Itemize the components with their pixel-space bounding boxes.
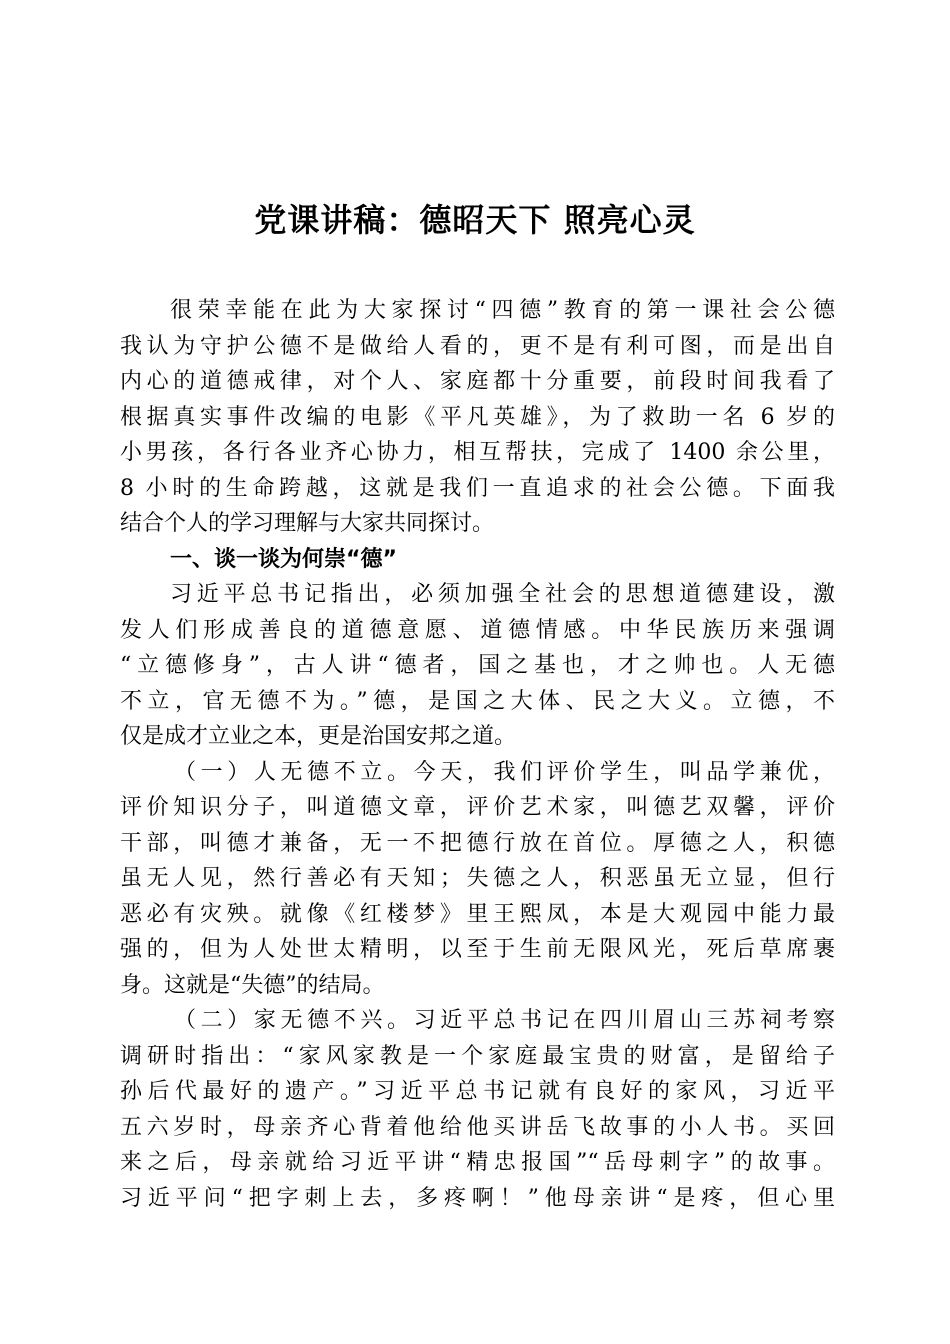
paragraph-line: “立德修身”，古人讲“德者，国之基也，才之帅也。人无德: [120, 653, 835, 678]
paragraph-line: 很荣幸能在此为大家探讨“四德”教育的第一课社会公德: [170, 298, 835, 323]
paragraph-line: 根据真实事件改编的电影《平凡英雄》，为了救助一名 6 岁的: [120, 404, 835, 430]
document-title: 党课讲稿：德昭天下 照亮心灵: [254, 201, 696, 239]
paragraph-line: 身。这就是“失德”的结局。: [120, 972, 385, 998]
paragraph-line: 调研时指出：“家风家教是一个家庭最宝贵的财富，是留给子: [120, 1043, 835, 1069]
document-body: [120, 293, 835, 1216]
paragraph-line: 恶必有灾殃。就像《红楼梦》里王熙凤，本是大观园中能力最: [120, 901, 835, 927]
paragraph-line: 习近平问“把字刺上去，多疼啊！”他母亲讲“是疼，但心里: [120, 1185, 835, 1211]
paragraph-line: 虽无人见，然行善必有天知；失德之人，积恶虽无立显，但行: [120, 866, 835, 891]
paragraph-line: 干部，叫德才兼备，无一不把德行放在首位。厚德之人，积德: [120, 830, 835, 856]
paragraph-line: 来之后，母亲就给习近平讲“精忠报国”“岳母刺字”的故事。: [120, 1150, 835, 1175]
paragraph-line: 仅是成才立业之本，更是治国安邦之道。: [120, 724, 517, 749]
paragraph-line: 小男孩，各行各业齐心协力，相互帮扶，完成了 1400 余公里，: [120, 440, 835, 465]
paragraph-line: 发人们形成善良的道德意愿、道德情感。中华民族历来强调: [120, 617, 835, 643]
paragraph-line: 结合个人的学习理解与大家共同探讨。: [120, 511, 495, 536]
paragraph-line: 评价知识分子，叫道德文章，评价艺术家，叫德艺双馨，评价: [120, 795, 835, 820]
paragraph-line: 我认为守护公德不是做给人看的，更不是有利可图，而是出自: [120, 333, 835, 359]
paragraph-line: 孙后代最好的遗产。”习近平总书记就有良好的家风，习近平: [120, 1079, 835, 1104]
paragraph-line: 8 小时的生命跨越，这就是我们一直追求的社会公德。下面我: [120, 475, 835, 501]
paragraph-line: （一）人无德不立。今天，我们评价学生，叫品学兼优，: [174, 759, 835, 785]
paragraph-line: 习近平总书记指出，必须加强全社会的思想道德建设，激: [170, 582, 835, 607]
paragraph-line: 强的，但为人处世太精明，以至于生前无限风光，死后草席裹: [120, 937, 835, 962]
paragraph-line: 不立，官无德不为。”德，是国之大体、民之大义。立德，不: [120, 688, 835, 714]
section-heading: 一、谈一谈为何崇“德”: [170, 546, 397, 572]
paragraph-line: 五六岁时，母亲齐心背着他给他买讲岳飞故事的小人书。买回: [120, 1114, 835, 1140]
paragraph-line: （二）家无德不兴。习近平总书记在四川眉山三苏祠考察: [174, 1008, 835, 1033]
paragraph-line: 内心的道德戒律，对个人、家庭都十分重要，前段时间我看了: [120, 369, 835, 394]
